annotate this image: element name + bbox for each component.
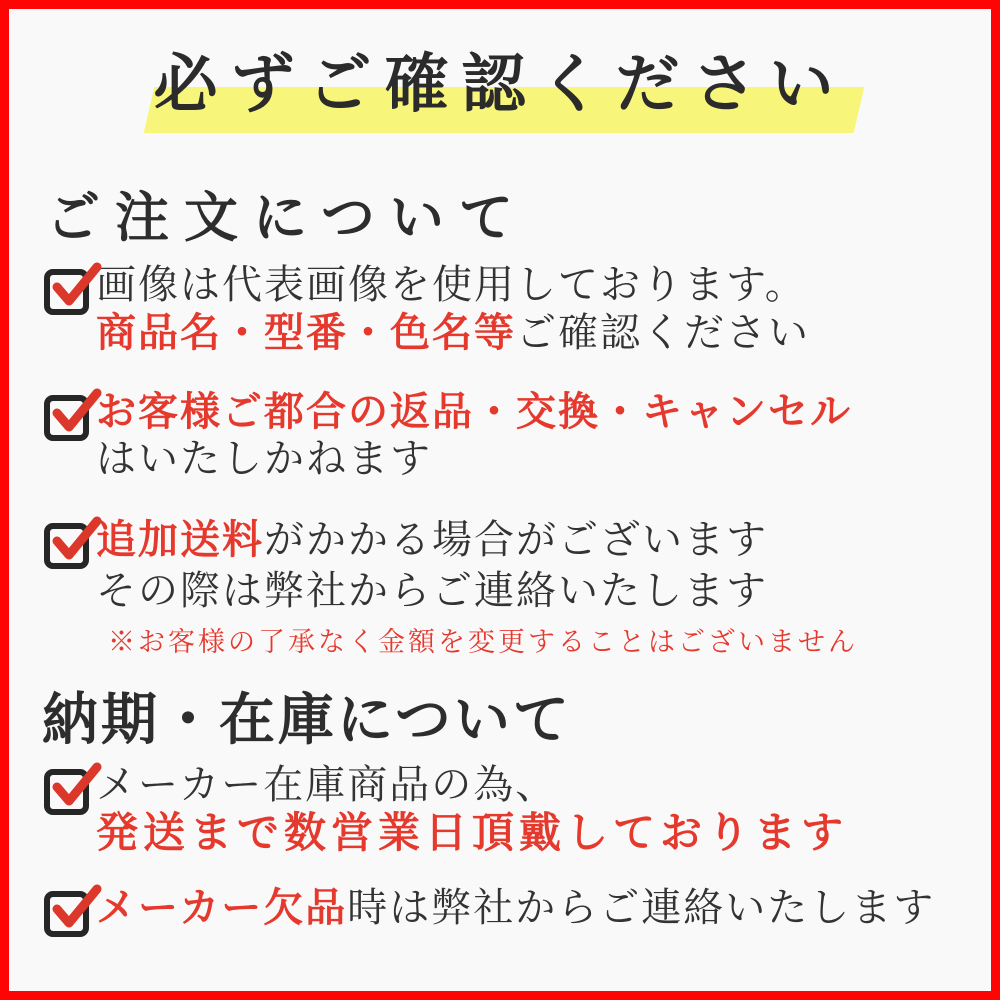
item-note: ※お客様の了承なく金額を変更することはございません — [108, 627, 858, 658]
item-line — [96, 762, 848, 809]
list-item-maker-shortage — [44, 884, 935, 937]
item-line — [96, 436, 852, 483]
checkbox-icon — [44, 395, 89, 441]
page-title: 必ずご確認ください — [153, 47, 847, 122]
checkbox-icon — [44, 891, 89, 937]
item-text-red: メーカー欠品 — [96, 884, 348, 931]
item-text-red: 商品名・型番・色名等 — [96, 309, 516, 356]
item-text-black: メーカー在庫商品の為、 — [96, 762, 558, 808]
list-item-extra-shipping — [44, 516, 858, 659]
item-text — [96, 884, 935, 932]
checkbox-icon — [44, 269, 89, 315]
item-line — [96, 809, 848, 856]
item-line — [96, 388, 852, 436]
checkmark-icon — [47, 513, 103, 565]
list-item-returns — [44, 388, 852, 483]
checkmark-icon — [47, 385, 103, 437]
item-text-black: がかかる場合がございます — [264, 517, 768, 563]
section-heading-delivery: 納期・在庫について — [42, 687, 572, 753]
item-line — [96, 568, 858, 615]
item-text — [96, 516, 858, 659]
item-line — [96, 309, 810, 357]
item-line — [96, 516, 858, 564]
list-item-maker-stock — [44, 762, 848, 856]
item-text-red: 追加送料 — [96, 516, 264, 563]
section-heading-order: ご注文について — [46, 185, 528, 249]
item-text-red: お客様ご都合の返品・交換・キャンセル — [96, 388, 852, 435]
checkmark-icon — [47, 259, 103, 311]
item-text — [96, 388, 852, 483]
list-item-representative-image — [44, 262, 810, 357]
checkmark-icon — [47, 881, 103, 933]
item-text — [96, 762, 848, 856]
item-text-black: ご確認ください — [516, 310, 810, 356]
item-text-red: 発送まで数営業日頂戴しております — [96, 808, 849, 857]
item-text-black: 画像は代表画像を使用しております。 — [96, 262, 807, 308]
item-line — [96, 262, 810, 309]
checkbox-icon — [44, 523, 89, 569]
item-text — [96, 262, 810, 357]
item-line — [96, 884, 935, 932]
item-text-black: はいたしかねます — [96, 436, 432, 482]
title-block — [0, 42, 1000, 128]
checkbox-icon — [44, 769, 89, 815]
checkmark-icon — [47, 759, 103, 811]
item-text-black: その際は弊社からご連絡いたします — [96, 568, 768, 614]
item-text-black: 時は弊社からご連絡いたします — [347, 885, 936, 931]
